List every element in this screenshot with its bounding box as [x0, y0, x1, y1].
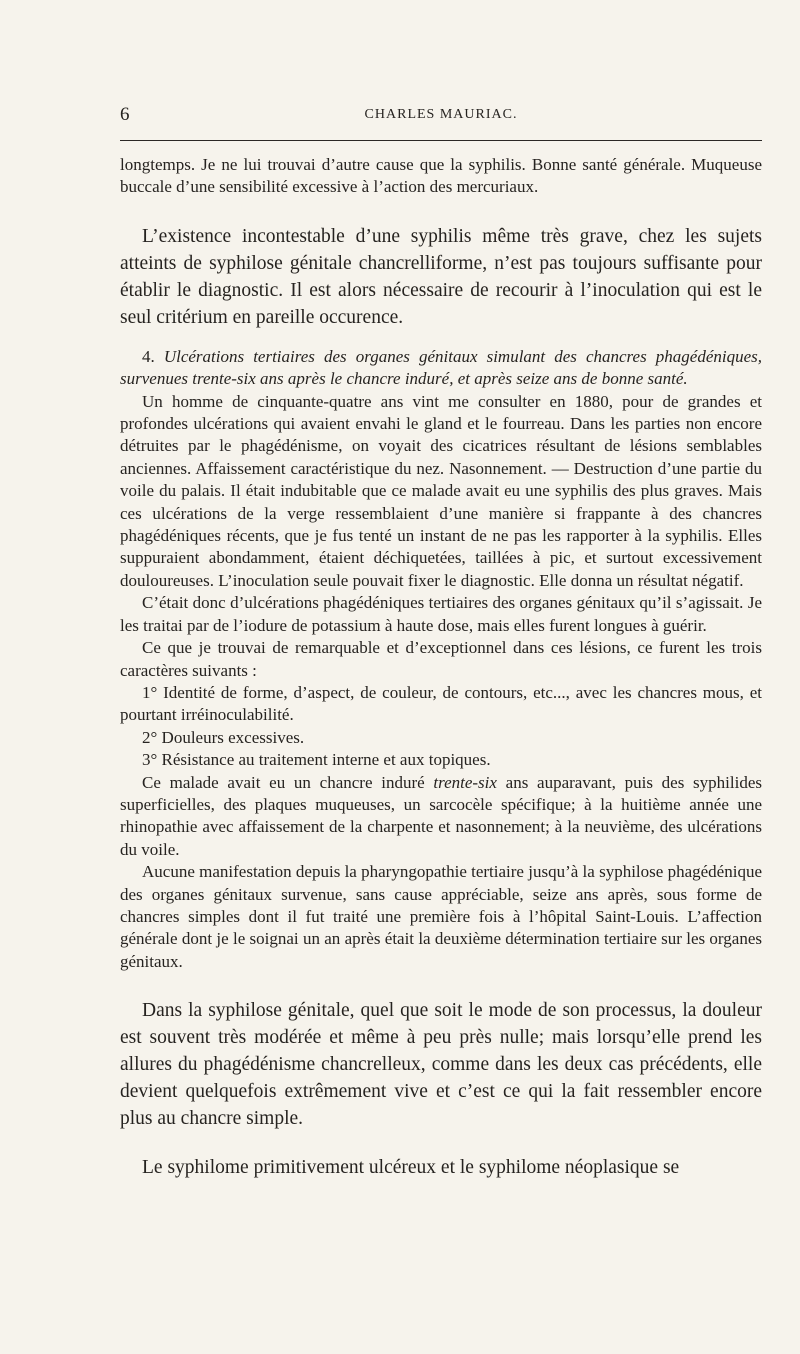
- paragraph-conclusion: C’était donc d’ulcérations phagédéniques tertiaires des organes génitaux qu’il s’agissait. Je les traitai par de l’iodure de potassium à haute dose, mais elles furent longues à guérir.: [120, 593, 762, 635]
- paragraph-pain: Dans la syphilose génitale, quel que soit le mode de son processus, la douleur est souvent très modérée et même à peu près nulle; mais lorsqu’elle prend les allures du phagédénisme chancrelleux, comme dans les deux cas précédents, elle devient quelquefois extrêmement vive et c’est ce qui la fait ressembler encore plus au chancre simple.: [120, 1000, 762, 1130]
- page-number: 6: [120, 104, 130, 125]
- page-header: [120, 104, 762, 130]
- paragraph-case-description: Un homme de cinquante-quatre ans vint me consulter en 1880, pour de grandes et profondes ulcérations qui avaient envahi le gland et le fourreau. Dans les parties non encore détruites par le phagédénisme, on voyait des cicatrices résultant de lésions semblables anciennes. Affaissement caractéristique du nez. Nasonnement. — Destruction d’une partie du voile du palais. Il était indubitable que ce malade avait eu une syphilis des plus graves. Mais ces ulcérations de la verge ressemblaient d’une manière si frappante à des chancres phagédéniques récents, que je fus tenté un instant de ne pas les rapporter à la syphilis. Elles suppuraient abondamment, étaient déchiquetées, taillées à pic, et surtout excessivement douloureuses. L’inoculation seule pouvait fixer le diagnostic. Elle donna un résultat négatif.: [120, 391, 762, 590]
- history-text-before: Ce malade avait eu un chancre induré: [142, 772, 434, 792]
- list-item-1: 1° Identité de forme, d’aspect, de couleur, de contours, etc..., avec les chancres mous, et pourtant irréinoculabilité.: [120, 682, 762, 725]
- body-text: [120, 154, 762, 1181]
- paragraph-continuation: longtemps. Je ne lui trouvai d’autre cause que la syphilis. Bonne santé générale. Muqueuse buccale d’une sensibilité excessive à l’action des mercuriaux.: [120, 155, 762, 197]
- list-item-2: 2° Douleurs excessives.: [142, 727, 305, 747]
- paragraph-history: [120, 772, 762, 862]
- paragraph-manifestation: Aucune manifestation depuis la pharyngopathie tertiaire jusqu’à la syphilose phagédénique des organes génitaux survenue, sans cause appréciable, seize ans après, sous forme de chancres simples dont il fut traité une première fois à l’hôpital Saint-Louis. L’affection générale dont je le soignai un an après était la deuxième détermination tertiaire sur les organes génitaux.: [120, 862, 762, 971]
- paragraph-syphilome: Le syphilome primitivement ulcéreux et le syphilome néoplasique se: [142, 1157, 680, 1179]
- history-emphasis: trente-six: [433, 772, 497, 792]
- paragraph-characteristics-intro: Ce que je trouvai de remarquable et d’exceptionnel dans ces lésions, ce furent les trois caractères suivants :: [120, 638, 762, 680]
- paragraph-diagnosis: L’existence incontestable d’une syphilis même très grave, chez les sujets atteints de syphilose génitale chancrelliforme, n’est pas toujours suffisante pour établir le diagnostic. Il est alors nécessaire de recourir à l’inoculation qui est le seul critérium en pareille occurence.: [120, 225, 762, 328]
- case-heading: [120, 346, 762, 391]
- case-title: Ulcérations tertiaires des organes génitaux simulant des chancres phagédéniques, survenues trente-six ans après le chancre induré, et après seize ans de bonne santé.: [120, 346, 763, 389]
- running-head: CHARLES MAURIAC.: [364, 107, 518, 122]
- list-item-3: 3° Résistance au traitement interne et aux topiques.: [142, 750, 491, 770]
- history-text-after: ans auparavant, puis des syphilides superficielles, des plaques muqueuses, un sarcocèle spécifique; à la huitième année une rhinopathie avec affaissement de la charpente et nasonnement; à la neuvième, des ulcérations du voile.: [120, 772, 762, 859]
- case-number: 4.: [142, 346, 155, 366]
- header-rule: [120, 140, 762, 141]
